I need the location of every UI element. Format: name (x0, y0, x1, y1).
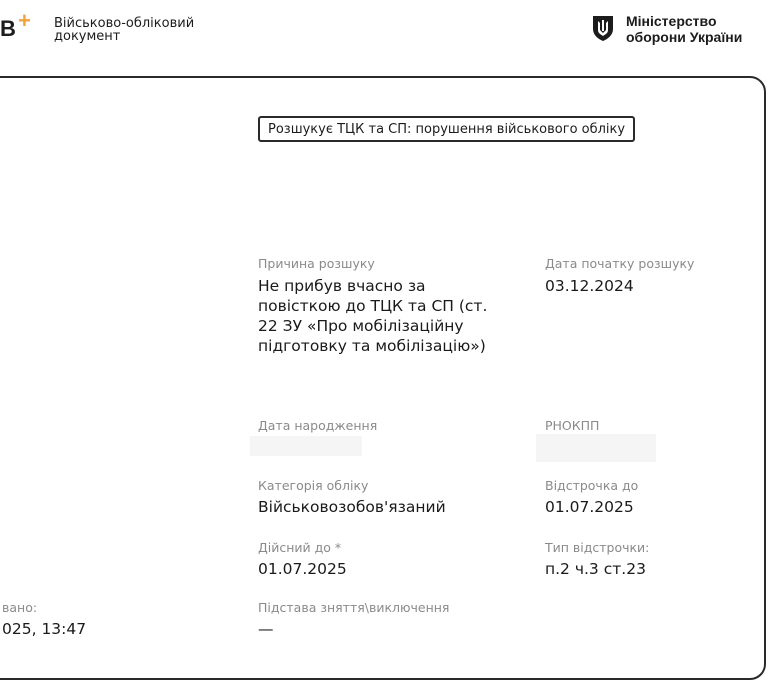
ministry-name: Міністерство оборони України (626, 13, 743, 45)
removal-basis-value: — (258, 620, 274, 638)
generated-label: вано: (2, 600, 38, 615)
tryzub-shield-icon (590, 14, 616, 42)
status-badge: Розшукує ТЦК та СП: порушення військового обліку (258, 116, 635, 142)
deferral-type-label: Тип відстрочки: (545, 540, 650, 555)
app-logo-plus: + (18, 8, 31, 33)
photo-redaction (0, 116, 224, 406)
search-reason-label: Причина розшуку (258, 256, 375, 271)
search-start-value: 03.12.2024 (545, 277, 634, 295)
generated-value: 025, 13:47 (2, 620, 87, 638)
name-redaction (252, 150, 592, 224)
birth-date-redaction (250, 436, 362, 456)
valid-until-label: Дійсний до * (258, 540, 342, 555)
rnokpp-label: РНОКПП (545, 418, 600, 433)
category-value: Військовозобов'язаний (258, 498, 446, 516)
valid-until-value: 01.07.2025 (258, 560, 347, 578)
birth-date-label: Дата народження (258, 418, 378, 433)
removal-basis-label: Підстава зняття\виключення (258, 600, 450, 615)
rnokpp-redaction (536, 434, 656, 462)
category-label: Категорія обліку (258, 478, 369, 493)
search-start-label: Дата початку розшуку (545, 256, 695, 271)
app-logo-letter: В (0, 16, 16, 41)
deferral-until-value: 01.07.2025 (545, 498, 634, 516)
search-reason-value: Не прибув вчасно за повісткою до ТЦК та СП (ст. 22 ЗУ «Про мобілізаційну підготовку та мобілізацію») (258, 277, 488, 355)
deferral-type-value: п.2 ч.3 ст.23 (545, 560, 646, 578)
deferral-until-label: Відстрочка до (545, 478, 639, 493)
document-title: Військово-обліковий документ (54, 16, 195, 44)
